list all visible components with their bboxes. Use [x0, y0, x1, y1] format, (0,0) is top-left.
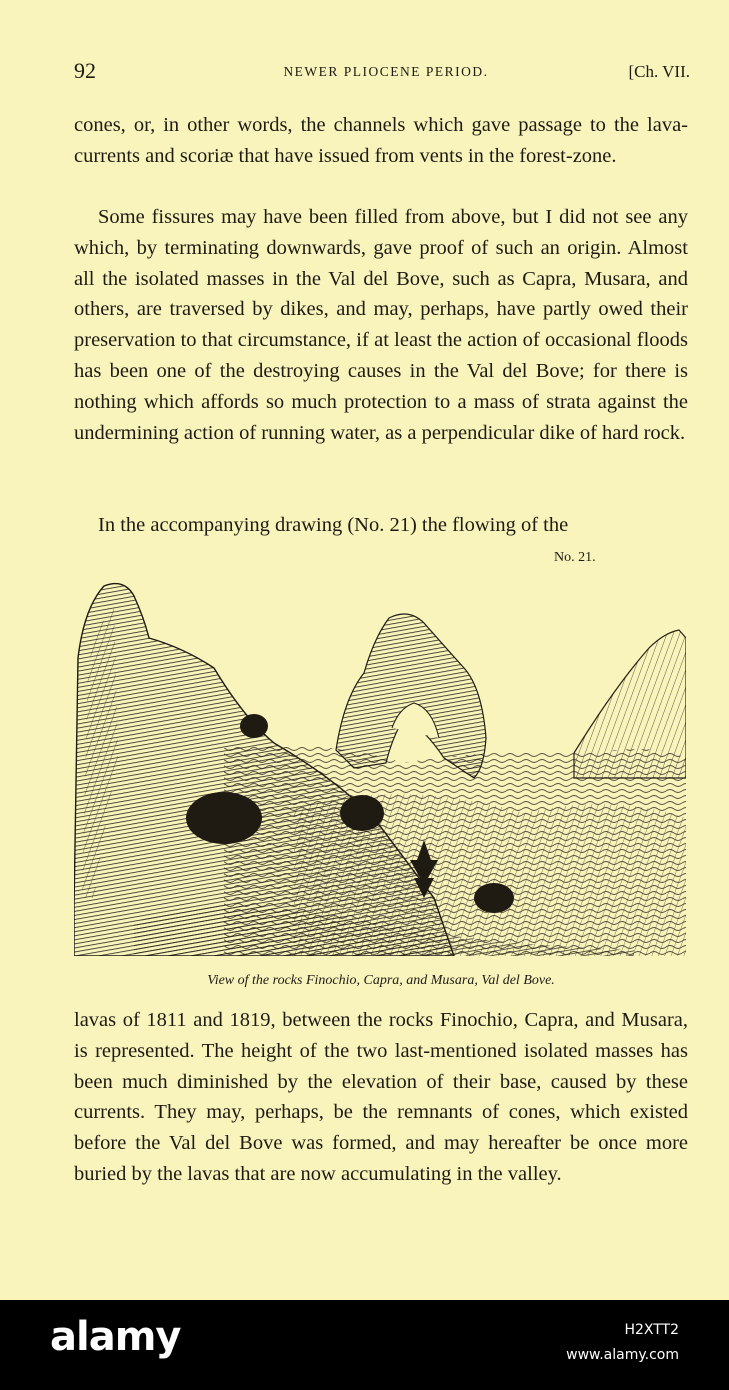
- site-url: www.alamy.com: [566, 1347, 679, 1363]
- right-mountain: [574, 630, 686, 778]
- alamy-logo: alamy: [50, 1314, 181, 1360]
- chapter-label: [Ch. VII.: [628, 62, 690, 81]
- image-id: H2XTT2: [624, 1322, 679, 1338]
- engraving-illustration: [74, 578, 686, 956]
- figure-number: No. 21.: [554, 550, 596, 565]
- running-title: NEWER PLIOCENE PERIOD.: [283, 64, 489, 79]
- center-rock: [336, 614, 486, 778]
- paragraph-3: In the accompanying drawing (No. 21) the flowing of the: [98, 514, 569, 536]
- page-number: 92: [74, 58, 96, 83]
- paragraph-1: cones, or, in other words, the channels which gave passage to the lava-currents and scoriæ that have issued from vents in the forest-zone.: [74, 114, 688, 167]
- running-header: [74, 58, 698, 88]
- paragraph-2: Some fissures may have been filled from above, but I did not see any which, by terminating downwards, gave proof of such an origin. Almost all the isolated masses in the Val del Bove, such as Capra, Musara, and others, are traversed by dikes, and may, perhaps, have partly owed their preservation to that circumstance, if at least the action of occasional floods has been one of the destroying causes in the Val del Bove; for there is nothing which affords so much protection to a mass of strata against the undermining action of running water, as a perpendicular dike of hard rock.: [74, 206, 688, 444]
- figure-caption: View of the rocks Finochio, Capra, and Musara, Val del Bove.: [207, 973, 555, 988]
- watermark-bar: [0, 1300, 729, 1390]
- paragraph-4: lavas of 1811 and 1819, between the rocks Finochio, Capra, and Musara, is represented. The height of the two last-mentioned isolated masses has been much diminished by the elevation of their base, caused by these currents. They may, perhaps, be the remnants of cones, which existed before the Val del Bove was formed, and may hereafter be once more buried by the lavas that are now accumulating in the valley.: [74, 1009, 688, 1185]
